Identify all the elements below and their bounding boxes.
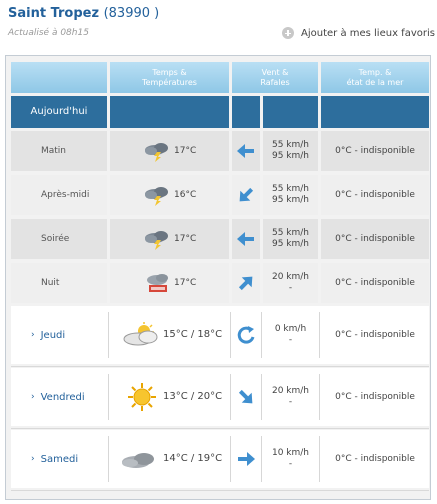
- cloud-lightning-icon: [143, 228, 173, 254]
- wind-arrow-icon: [235, 184, 257, 210]
- wind-arrow-icon: [235, 324, 257, 350]
- sea-temp: 0°C - indisponible: [321, 263, 429, 303]
- gust-value: 95 km/h: [271, 151, 310, 161]
- chevron-right-icon: ›: [31, 392, 35, 402]
- header-weather: Temps & Températures: [110, 62, 229, 93]
- sea-temp: 0°C - indisponible: [335, 392, 415, 402]
- wind-value: 20 km/h: [271, 272, 310, 282]
- cloud-rain-icon: [143, 272, 173, 298]
- header-blank: [11, 62, 107, 93]
- cloud-icon: [120, 450, 162, 474]
- wind-direction: [232, 263, 260, 303]
- day-row[interactable]: [11, 306, 429, 364]
- wind-direction: [232, 219, 260, 259]
- period-weather: [110, 131, 229, 171]
- day-row[interactable]: [11, 430, 429, 488]
- today-bar-cell: [232, 96, 260, 128]
- today-bar-cell: [110, 96, 229, 128]
- wind-arrow-icon: [235, 228, 257, 254]
- wind-value: 55 km/h: [271, 140, 310, 150]
- wind-speed: [263, 219, 318, 259]
- period-temp: 17°C: [174, 278, 197, 288]
- wind-direction: [232, 430, 260, 488]
- wind-speed: [263, 368, 318, 426]
- wind-direction: [232, 175, 260, 215]
- gust-value: -: [288, 397, 293, 407]
- cloud-lightning-icon: [143, 140, 173, 166]
- period-temp: 16°C: [174, 190, 197, 200]
- period-label: Nuit: [11, 263, 107, 303]
- gust-value: 95 km/h: [271, 239, 310, 249]
- header-wind: Vent & Rafales: [232, 62, 318, 93]
- wind-arrow-icon: [235, 140, 257, 166]
- period-temp: 17°C: [174, 146, 197, 156]
- day-row[interactable]: [11, 368, 429, 426]
- wind-value: 55 km/h: [271, 184, 310, 194]
- sea-temp: 0°C - indisponible: [321, 131, 429, 171]
- wind-value: 55 km/h: [271, 228, 310, 238]
- updated-time: Actualisé à 08h15: [8, 28, 89, 38]
- day-label: Vendredi: [40, 391, 85, 403]
- header-sea: Temp. & état de la mer: [321, 62, 429, 93]
- wind-arrow-icon: [235, 386, 257, 412]
- wind-arrow-icon: [235, 272, 257, 298]
- page-header: [0, 0, 437, 56]
- wind-speed: [263, 430, 318, 488]
- period-label: Après-midi: [11, 175, 107, 215]
- period-label: Matin: [11, 131, 107, 171]
- sea-temp: 0°C - indisponible: [335, 330, 415, 340]
- day-link[interactable]: [11, 430, 107, 488]
- day-temp: 13°C / 20°C: [163, 391, 223, 402]
- sea-temp: 0°C - indisponible: [335, 454, 415, 464]
- day-link[interactable]: [11, 306, 107, 364]
- period-label: Soirée: [11, 219, 107, 259]
- wind-direction: [232, 131, 260, 171]
- plus-circle-icon: [282, 27, 294, 39]
- day-label: Jeudi: [40, 329, 66, 341]
- wind-speed: [263, 306, 318, 364]
- add-favorite-label: Ajouter à mes lieux favoris: [301, 28, 435, 39]
- today-bar-cell: [321, 96, 429, 128]
- gust-value: 95 km/h: [271, 195, 310, 205]
- wind-value: 0 km/h: [274, 324, 307, 334]
- cloud-lightning-icon: [143, 184, 173, 210]
- city-name: Saint Tropez: [8, 6, 100, 21]
- today-bar-cell: [263, 96, 318, 128]
- day-label: Samedi: [40, 453, 79, 465]
- wind-speed: [263, 263, 318, 303]
- period-weather: [110, 263, 229, 303]
- day-weather: [110, 306, 229, 364]
- gust-value: -: [288, 335, 293, 345]
- sea-temp: 0°C - indisponible: [321, 219, 429, 259]
- day-temp: 14°C / 19°C: [163, 453, 223, 464]
- day-link[interactable]: [11, 368, 107, 426]
- period-weather: [110, 219, 229, 259]
- day-weather: [110, 368, 229, 426]
- sea-temp: 0°C - indisponible: [321, 175, 429, 215]
- wind-value: 10 km/h: [271, 448, 310, 458]
- period-temp: 17°C: [174, 234, 197, 244]
- sun-cloud-icon: [120, 322, 162, 352]
- wind-speed: [263, 175, 318, 215]
- period-weather: [110, 175, 229, 215]
- day-temp: 15°C / 18°C: [163, 329, 223, 340]
- sun-icon: [127, 382, 157, 416]
- day-weather: [110, 430, 229, 488]
- today-label: Aujourd'hui: [11, 96, 107, 128]
- gust-value: -: [288, 283, 293, 293]
- chevron-right-icon: ›: [31, 330, 35, 340]
- gust-value: -: [288, 459, 293, 469]
- city-title: [8, 6, 159, 21]
- wind-value: 20 km/h: [271, 386, 310, 396]
- chevron-right-icon: ›: [31, 454, 35, 464]
- wind-direction: [232, 368, 260, 426]
- wind-arrow-icon: [235, 448, 257, 474]
- wind-speed: [263, 131, 318, 171]
- city-postcode: (83990 ): [103, 6, 160, 21]
- wind-direction: [232, 306, 260, 364]
